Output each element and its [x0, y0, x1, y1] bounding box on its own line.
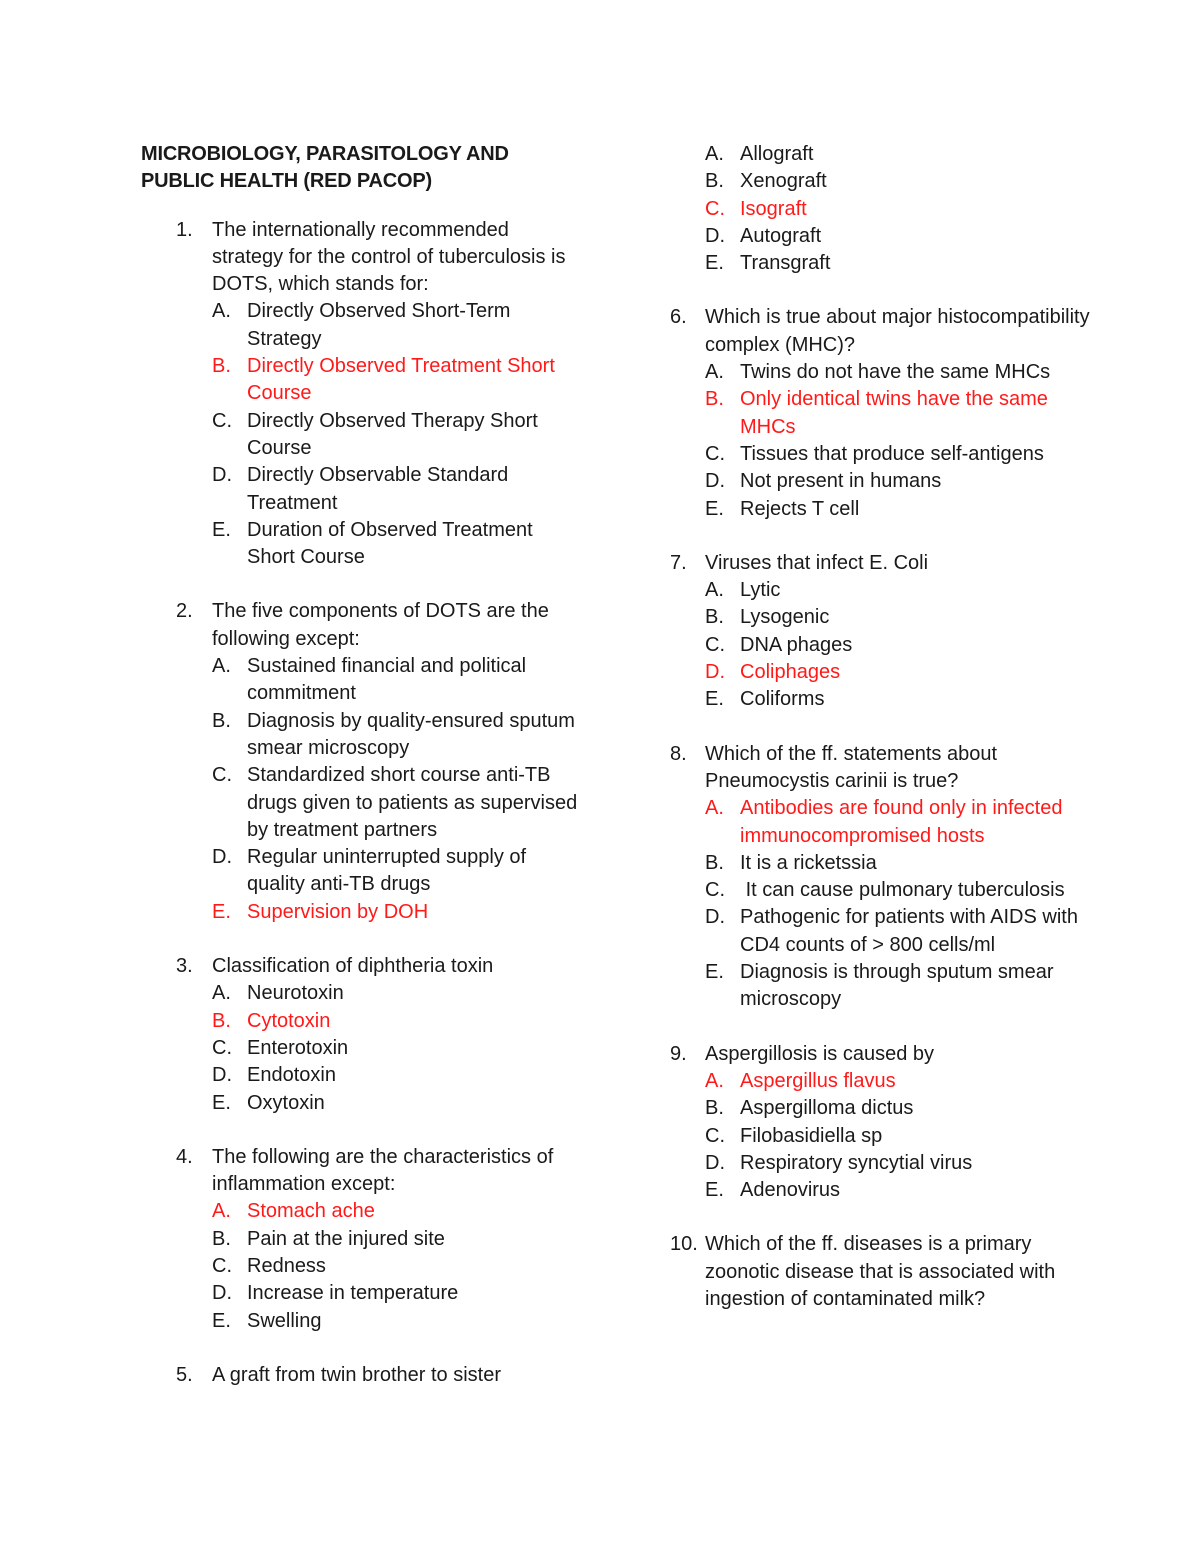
- option-text: It can cause pulmonary tuberculosis: [740, 879, 1065, 902]
- option-c: [705, 1123, 1090, 1150]
- option-letter: C.: [212, 1254, 232, 1277]
- option-a: [212, 980, 581, 1007]
- question-4: [141, 1144, 581, 1335]
- option-letter: B.: [212, 709, 231, 732]
- option-d: [705, 223, 1090, 250]
- option-list: [705, 577, 1090, 713]
- option-b: [705, 850, 1090, 877]
- option-text: Antibodies are found only in infected immunocompromised hosts: [740, 797, 1063, 847]
- option-letter: C.: [705, 879, 725, 902]
- option-b: [705, 1095, 1090, 1122]
- question-number: 1.: [176, 218, 193, 241]
- question-1: [141, 217, 581, 572]
- option-text: Endotoxin: [247, 1064, 336, 1087]
- option-d: [212, 1062, 581, 1089]
- option-letter: D.: [705, 1151, 725, 1174]
- option-c: [212, 408, 581, 463]
- option-text: Aspergillus flavus: [740, 1069, 896, 1092]
- option-text: It is a ricketssia: [740, 851, 877, 874]
- option-letter: E.: [705, 497, 724, 520]
- option-b: [212, 708, 581, 763]
- option-list: [705, 1068, 1090, 1204]
- option-letter: C.: [212, 1036, 232, 1059]
- question-number: 9.: [670, 1042, 687, 1065]
- document-title: [141, 141, 581, 196]
- question-6: [670, 304, 1090, 522]
- question-number: 5.: [176, 1363, 193, 1386]
- option-text: Rejects T cell: [740, 497, 860, 520]
- option-letter: E.: [705, 688, 724, 711]
- option-a-correct: [705, 1068, 1090, 1095]
- option-text: Directly Observed Therapy Short Course: [247, 409, 538, 459]
- title-line-2: PUBLIC HEALTH (RED PACOP): [141, 170, 432, 193]
- option-d: [705, 1150, 1090, 1177]
- option-text: DNA phages: [740, 633, 853, 656]
- option-text: Diagnosis is through sputum smear microscopy: [740, 961, 1054, 1011]
- option-letter: D.: [212, 1064, 232, 1087]
- option-text: Coliphages: [740, 661, 841, 684]
- option-b: [705, 168, 1090, 195]
- question-text: Aspergillosis is caused by: [705, 1042, 934, 1065]
- option-letter: E.: [212, 1091, 231, 1114]
- option-text: Allograft: [740, 143, 814, 165]
- option-text: Supervision by DOH: [247, 900, 429, 923]
- option-b-correct: [212, 353, 581, 408]
- option-letter: C.: [705, 1124, 725, 1147]
- question-3: [141, 953, 581, 1117]
- question-5: [141, 1362, 581, 1389]
- option-text: Isograft: [740, 197, 807, 220]
- option-letter: B.: [212, 1227, 231, 1250]
- question-text: Classification of diphtheria toxin: [212, 955, 494, 978]
- option-letter: C.: [705, 633, 725, 656]
- option-e: [705, 496, 1090, 523]
- option-text: Coliforms: [740, 688, 825, 711]
- option-letter: A.: [212, 300, 231, 323]
- right-column: [670, 141, 1090, 1340]
- title-line-1: MICROBIOLOGY, PARASITOLOGY AND: [141, 143, 509, 165]
- option-text: Directly Observable Standard Treatment: [247, 464, 509, 514]
- option-letter: D.: [705, 906, 725, 929]
- question-text: A graft from twin brother to sister: [212, 1363, 501, 1386]
- option-d-correct: [705, 659, 1090, 686]
- option-list: [705, 141, 1090, 277]
- question-number: 4.: [176, 1145, 193, 1168]
- question-text: Which of the ff. diseases is a primary zoonotic disease that is associated with ingestion of contaminated milk?: [705, 1233, 1056, 1310]
- option-letter: A.: [705, 1069, 724, 1092]
- option-a: [705, 141, 1090, 168]
- option-text: Sustained financial and political commitment: [247, 655, 527, 705]
- question-number: 8.: [670, 742, 687, 765]
- question-number: 10.: [670, 1233, 698, 1256]
- question-text: Viruses that infect E. Coli: [705, 551, 929, 574]
- option-c: [705, 441, 1090, 468]
- option-e: [705, 1177, 1090, 1204]
- option-c: [212, 1035, 581, 1062]
- option-text: Directly Observed Short-Term Strategy: [247, 300, 511, 350]
- option-e: [705, 686, 1090, 713]
- option-a: [212, 298, 581, 353]
- option-letter: A.: [705, 143, 724, 165]
- question-text: Which is true about major histocompatibility complex (MHC)?: [705, 306, 1090, 356]
- option-list: [212, 980, 581, 1116]
- option-letter: B.: [705, 170, 724, 193]
- option-letter: C.: [705, 197, 725, 220]
- left-column: [141, 141, 581, 1416]
- option-a: [212, 653, 581, 708]
- option-letter: A.: [705, 361, 724, 384]
- option-list: [212, 1198, 581, 1334]
- option-letter: C.: [212, 409, 232, 432]
- question-8: [670, 741, 1090, 1014]
- option-text: Not present in humans: [740, 470, 942, 493]
- question-5-options: [670, 141, 1090, 277]
- question-text: The five components of DOTS are the following except:: [212, 600, 549, 650]
- option-list: [212, 653, 581, 926]
- option-c-correct: [705, 196, 1090, 223]
- option-letter: D.: [212, 846, 232, 869]
- option-b: [212, 1226, 581, 1253]
- option-letter: B.: [212, 1009, 231, 1032]
- option-b-correct: [212, 1008, 581, 1035]
- option-text: Regular uninterrupted supply of quality anti-TB drugs: [247, 846, 527, 896]
- question-10: [670, 1231, 1090, 1313]
- option-e: [705, 250, 1090, 277]
- option-letter: A.: [705, 579, 724, 602]
- option-text: Adenovirus: [740, 1179, 841, 1202]
- option-b: [705, 604, 1090, 631]
- option-text: Xenograft: [740, 170, 827, 193]
- question-text: The following are the characteristics of inflammation except:: [212, 1145, 554, 1196]
- option-letter: E.: [705, 1179, 724, 1202]
- option-text: Enterotoxin: [247, 1036, 349, 1059]
- option-letter: E.: [212, 518, 231, 541]
- option-letter: A.: [212, 982, 231, 1005]
- question-text: The internationally recommended strategy for the control of tuberculosis is DOTS, which stands for:: [212, 218, 566, 296]
- option-a: [705, 577, 1090, 604]
- option-e-correct: [212, 899, 581, 926]
- option-text: Twins do not have the same MHCs: [740, 361, 1051, 384]
- option-c: [212, 1253, 581, 1280]
- option-text: Transgraft: [740, 252, 831, 275]
- option-text: Respiratory syncytial virus: [740, 1151, 973, 1174]
- option-letter: B.: [705, 606, 724, 629]
- question-9: [670, 1041, 1090, 1205]
- option-text: Stomach ache: [247, 1200, 375, 1223]
- option-text: Lytic: [740, 579, 781, 602]
- option-text: Cytotoxin: [247, 1009, 331, 1032]
- option-letter: E.: [212, 900, 231, 923]
- option-text: Increase in temperature: [247, 1282, 459, 1305]
- option-letter: D.: [705, 661, 725, 684]
- option-list: [705, 795, 1090, 1013]
- option-text: Pain at the injured site: [247, 1227, 445, 1250]
- option-b-correct: [705, 386, 1090, 441]
- option-c: [212, 762, 581, 844]
- question-number: 6.: [670, 306, 687, 329]
- option-e: [212, 1090, 581, 1117]
- option-letter: E.: [705, 252, 724, 275]
- option-list: [705, 359, 1090, 523]
- option-text: Redness: [247, 1254, 326, 1277]
- option-text: Filobasidiella sp: [740, 1124, 883, 1147]
- option-d: [705, 904, 1090, 959]
- option-a-correct: [705, 795, 1090, 850]
- question-text: Which of the ff. statements about Pneumocystis carinii is true?: [705, 742, 998, 792]
- option-letter: B.: [705, 388, 724, 411]
- option-text: Directly Observed Treatment Short Course: [247, 355, 555, 405]
- question-number: 3.: [176, 955, 193, 978]
- option-letter: D.: [705, 224, 725, 247]
- option-a-correct: [212, 1198, 581, 1225]
- option-text: Tissues that produce self-antigens: [740, 442, 1044, 465]
- question-7: [670, 550, 1090, 714]
- option-text: Oxytoxin: [247, 1091, 325, 1114]
- option-letter: C.: [212, 764, 232, 787]
- option-letter: D.: [705, 470, 725, 493]
- option-list: [212, 298, 581, 571]
- option-letter: D.: [212, 464, 232, 487]
- option-letter: B.: [705, 851, 724, 874]
- option-text: Lysogenic: [740, 606, 830, 629]
- option-c: [705, 632, 1090, 659]
- option-text: Neurotoxin: [247, 982, 344, 1005]
- option-text: Only identical twins have the same MHCs: [740, 388, 1048, 438]
- question-2: [141, 598, 581, 926]
- option-e: [212, 1308, 581, 1335]
- option-letter: E.: [705, 961, 724, 984]
- option-letter: D.: [212, 1282, 232, 1305]
- option-d: [705, 468, 1090, 495]
- option-d: [212, 844, 581, 899]
- option-letter: A.: [212, 1200, 231, 1223]
- option-text: Standardized short course anti-TB drugs given to patients as supervised by treatment partners: [247, 764, 578, 841]
- option-text: Swelling: [247, 1309, 322, 1332]
- option-text: Duration of Observed Treatment Short Course: [247, 518, 533, 569]
- question-number: 7.: [670, 551, 687, 574]
- option-letter: E.: [212, 1309, 231, 1332]
- option-text: Aspergilloma dictus: [740, 1097, 914, 1120]
- option-letter: B.: [705, 1097, 724, 1120]
- option-letter: A.: [705, 797, 724, 820]
- option-text: Pathogenic for patients with AIDS with CD4 counts of > 800 cells/ml: [740, 906, 1078, 956]
- option-letter: B.: [212, 355, 231, 378]
- option-c: [705, 877, 1090, 904]
- option-letter: C.: [705, 442, 725, 465]
- option-d: [212, 1280, 581, 1307]
- option-text: Autograft: [740, 224, 822, 247]
- option-text: Diagnosis by quality-ensured sputum smear microscopy: [247, 709, 575, 759]
- option-e: [705, 959, 1090, 1014]
- option-a: [705, 359, 1090, 386]
- option-letter: A.: [212, 655, 231, 678]
- option-d: [212, 462, 581, 517]
- option-e: [212, 517, 581, 572]
- question-number: 2.: [176, 600, 193, 623]
